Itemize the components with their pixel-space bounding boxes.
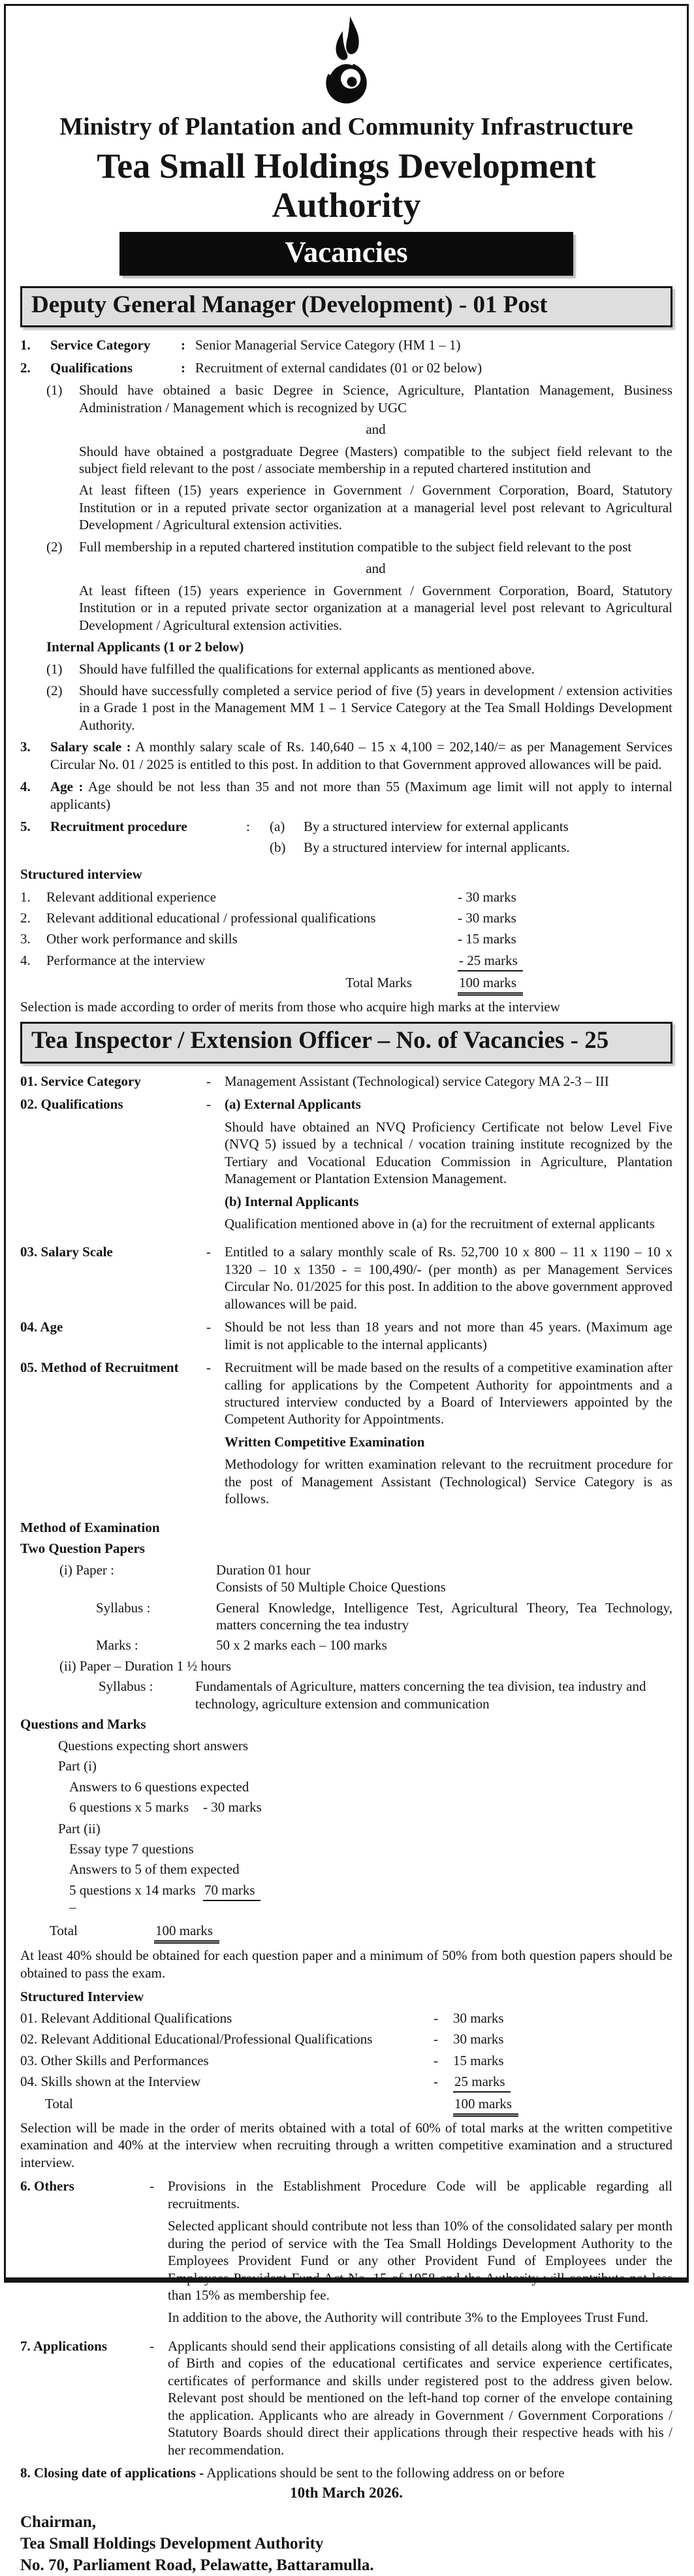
marks1-row — [59, 1637, 672, 1654]
interview-total-row — [20, 974, 672, 991]
field-label: Qualifications — [50, 359, 133, 376]
others-paragraph: In addition to the above, the Authority will contribute 3% to the Employees Trust Fund. — [168, 2309, 649, 2326]
service-category-row — [20, 1073, 672, 1090]
item-label: 04. Skills shown at the Interview — [20, 2073, 201, 2089]
qm-intro: Questions expecting short answers — [58, 1737, 249, 1753]
colon: : — [246, 819, 250, 835]
dash: - — [206, 1360, 211, 1376]
post1-title: Deputy General Manager (Development) - 01 Post — [20, 286, 672, 328]
total-label: Total — [50, 1922, 78, 1938]
paper1-label: (i) Paper : — [59, 1561, 114, 1578]
marks-value: - 30 marks — [458, 889, 516, 905]
item-text: By a structured interview for external applicants — [304, 819, 569, 835]
marks-value: 25 marks — [453, 2073, 672, 2090]
others-paragraph: Selected applicant should contribute not less than 10% of the consolidated salary per month during the period of service with the Tea Small Holdings Development Authority to the Employees Provident Fund or any other Provident Fund of Employees under the Employees Provident Fund Act No. 15 of 1958 and the Authority will contribute not less than 15% as membership fee. — [168, 2218, 672, 2303]
field-label: 6. Others — [20, 2178, 74, 2194]
part2-label: Part (ii) — [58, 1820, 101, 1836]
field-value — [225, 1096, 672, 1237]
internal-applicants-text: Qualification mentioned above in (a) for the recruitment of external applicants — [225, 1215, 655, 1231]
postal-address: No. 70, Parliament Road, Pelawatte, Battaramulla. — [20, 2556, 374, 2575]
interview-mark-row — [20, 2052, 672, 2069]
item-label: Relevant additional experience — [46, 889, 217, 905]
and-connector: and — [366, 561, 386, 577]
field-label: 05. Method of Recruitment — [20, 1360, 179, 1376]
salary-scale-row — [20, 1243, 672, 1312]
field-value — [50, 738, 672, 773]
marks-value: 30 marks — [453, 2031, 504, 2047]
marks-value: - 30 marks — [203, 1799, 262, 1816]
part2-line1: Essay type 7 questions — [69, 1841, 194, 1857]
part2-line2: Answers to 5 of them expected — [69, 1861, 240, 1878]
field-value: Management Assistant (Technological) service Category MA 2-3 – III — [225, 1073, 609, 1089]
post1-body — [20, 336, 672, 1015]
post2-title: Tea Inspector / Extension Officer – No. of Vacancies - 25 — [20, 1022, 672, 1064]
marks-value: - 25 marks — [458, 952, 672, 969]
internal-item-1 — [46, 660, 672, 677]
address-block — [20, 2511, 672, 2576]
organization-name: Tea Small Holdings Development Authority — [20, 2535, 324, 2553]
and-connector: and — [366, 421, 386, 438]
external-applicants-heading: (a) External Applicants — [225, 1096, 361, 1113]
total-label: Total — [45, 2096, 73, 2112]
method-of-examination-heading: Method of Examination — [20, 1519, 160, 1535]
field-label: Salary scale : — [50, 739, 131, 755]
external-applicants-text: Should have obtained an NVQ Proficiency Certificate not below Level Five (NVQ 5) issued by a technical / vocation training institute recognized by the Tertiary and Vocational Education Commission in Agriculture, Plantation Management or Plantation Extension Management. — [225, 1118, 672, 1187]
pass-note: At least 40% should be obtained for each question paper and a minimum of 50% from both question papers should be obtained to pass the exam. — [20, 1948, 672, 1981]
item-text: By a structured interview for internal applicants. — [304, 839, 570, 855]
dash: - — [206, 1244, 211, 1260]
dash: - — [206, 1096, 211, 1113]
salary-scale-row — [20, 738, 672, 773]
item-text: Should have obtained a basic Degree in Science, Agriculture, Plantation Management, Business Administration / Management which is recognized by UGC — [79, 382, 672, 416]
structured-interview-heading: Structured Interview — [20, 1989, 144, 2005]
total-value: 100 marks — [154, 1922, 672, 1939]
item-number: 3. — [20, 931, 31, 947]
part1-label: Part (i) — [58, 1758, 97, 1774]
item-label: Performance at the interview — [46, 952, 206, 968]
selection-note: Selection will be made in the order of merits obtained with a total of 60% of total marks at the written competitive examination and 40% at the interview when recruiting through a written competitive examination and a structured interview. — [20, 2119, 672, 2170]
item-label: 01. Relevant Additional Qualifications — [20, 2010, 232, 2026]
item-number: 4. — [20, 952, 31, 968]
part2-calc-row — [69, 1882, 672, 1916]
item-number: 3. — [20, 739, 31, 755]
applications-row — [20, 2338, 672, 2458]
item-number: (1) — [46, 382, 63, 399]
others-row — [20, 2177, 672, 2332]
marks1-label: Marks : — [96, 1637, 138, 1654]
closing-date-row — [20, 2464, 672, 2481]
external-item-2 — [46, 538, 672, 555]
selection-note: Selection is made according to order of merits from those who acquire high marks at the interview — [20, 998, 560, 1015]
ministry-title: Ministry of Plantation and Community Infrastructure — [59, 113, 633, 140]
vacancies-banner: Vacancies — [119, 232, 573, 276]
item-text: Full membership in a reputed chartered institution compatible to the subject field relevant to the post — [79, 538, 632, 555]
dash: - — [434, 2073, 438, 2089]
dash: - — [434, 2052, 438, 2068]
interview-mark-row — [20, 2073, 672, 2090]
item-number: 4. — [20, 779, 31, 795]
two-question-papers-heading: Two Question Papers — [20, 1541, 145, 1557]
others-paragraph: Provisions in the Establishment Procedure Code will be applicable regarding all recruitments. — [168, 2178, 672, 2211]
interview-total-row — [20, 2095, 672, 2112]
syllabus1-value: General Knowledge, Intelligence Test, Agricultural Theory, Tea Technology, matters concerning the tea industry — [216, 1599, 672, 1633]
recruitment-option-a — [270, 818, 672, 835]
colon: : — [181, 337, 185, 353]
interview-mark-row — [20, 2010, 672, 2027]
paper1-format: Consists of 50 Multiple Choice Questions — [216, 1579, 446, 1595]
item-label: Relevant additional educational / professional qualifications — [46, 909, 376, 926]
paper1-value — [216, 1561, 672, 1596]
item-number: 2. — [20, 359, 31, 376]
dash: - — [434, 2031, 438, 2047]
interview-mark-row — [20, 909, 672, 926]
item-number: 2. — [20, 909, 31, 926]
external-item-2b: At least fifteen (15) years experience in Government / Government Corporation, Board, Statutory Institution or in a reputed private sector organization at a managerial level post relevant to Agricultural Development / Agricultural extension activities. — [79, 582, 672, 633]
interview-mark-row — [20, 2030, 672, 2047]
field-value: Entitled to a salary monthly scale of Rs. 52,700 10 x 800 – 11 x 1190 – 10 x 1320 – 10 x 1350 - = 100,490/- (per month) as per Management Services Circular No. 01/2025 for this post. In addition to the above government approved allowances will be paid. — [225, 1244, 672, 1312]
field-value — [50, 778, 672, 813]
method-text: Recruitment will be made based on the results of a competitive examination after calling for applications by the Competent Authority for appointments and a structured interview conducted by a Board of Interviewers appointed by the Competent Authority for Appointments. — [225, 1360, 672, 1427]
external-item-1 — [46, 382, 672, 416]
item-text: Should have successfully completed a service period of five (5) years in development / extension activities in a Grade 1 post in the Management MM 1 – 1 Service Category at the Tea Small Holdings Development Authority. — [79, 682, 672, 733]
field-text: Applications should be sent to the following address on or before — [206, 2465, 565, 2481]
item-number: 5. — [20, 819, 31, 835]
field-value: Applicants should send their applications consisting of all details along with the Certificate of Birth and copies of the educational certificates and service experience certificates, certificates of performance and skills under registered post to the address given below. Relevant post should be mentioned on the left-hand top corner of the envelope containing the application. Applicants who are already in Government / Government Corporations / Statutory Boards should direct their applications through their respective heads with his / her recommendation. — [168, 2338, 672, 2458]
total-value: 100 marks — [453, 2095, 672, 2112]
questions-and-marks-heading: Questions and Marks — [20, 1716, 146, 1733]
field-value: Recruitment of external candidates (01 or 02 below) — [195, 359, 482, 376]
recruitment-options — [270, 818, 672, 859]
syllabus2-value: Fundamentals of Agriculture, matters concerning the tea division, tea industry and technology, agriculture extension and communication — [195, 1678, 646, 1712]
field-label: 01. Service Category — [20, 1073, 141, 1089]
field-label: Recruitment procedure — [50, 819, 187, 835]
dash: - — [150, 2178, 154, 2194]
item-number: (a) — [270, 819, 285, 835]
syllabus2-label: Syllabus : — [99, 1678, 153, 1695]
field-label: 02. Qualifications — [20, 1096, 123, 1113]
authority-title: Tea Small Holdings Development Authority — [97, 146, 596, 225]
calc-label: 5 questions x 14 marks – — [69, 1882, 196, 1916]
structured-interview-heading: Structured interview — [20, 866, 142, 883]
total-label: Total Marks — [345, 975, 412, 991]
item-label: 03. Other Skills and Performances — [20, 2052, 209, 2068]
item-number: 1. — [20, 889, 31, 905]
tea-flame-logo-icon — [318, 99, 375, 110]
item-number: (2) — [46, 538, 63, 555]
field-value: Should be not less than 18 years and not more than 45 years. (Maximum age limit is not applicable to the internal applicants) — [225, 1319, 672, 1352]
syllabus1-row — [59, 1599, 672, 1634]
notice-page — [4, 4, 689, 2575]
item-text: Should have fulfilled the qualifications for external applicants as mentioned above. — [79, 660, 535, 677]
post2-body — [20, 1073, 672, 2576]
field-value — [225, 1359, 672, 1513]
internal-applicants-heading: (b) Internal Applicants — [225, 1193, 359, 1209]
dash: - — [206, 1319, 211, 1335]
marks-value: - 15 marks — [458, 931, 516, 947]
field-label: 03. Salary Scale — [20, 1244, 113, 1260]
age-row — [20, 1318, 672, 1353]
item-label: 02. Relevant Additional Educational/Professional Qualifications — [20, 2031, 373, 2047]
item-number: (b) — [270, 839, 286, 855]
external-item-1c: At least fifteen (15) years experience in Government / Government Corporation, Board, Statutory Institution or in a reputed private sector organization at a managerial level post relevant to Agricultural Development / Agricultural extension activities. — [79, 482, 672, 533]
age-row — [20, 778, 672, 813]
qualifications-row — [20, 359, 672, 376]
marks-value: 30 marks — [453, 2010, 504, 2026]
written-exam-text: Methodology for written examination relevant to the recruitment procedure for the post of Management Assistant (Technological) Service Category is as follows. — [225, 1456, 672, 1507]
field-value — [168, 2177, 672, 2332]
field-label: Age : — [50, 779, 84, 795]
calc-label: 6 questions x 5 marks — [69, 1799, 189, 1816]
written-exam-heading: Written Competitive Examination — [225, 1433, 425, 1450]
item-number: (2) — [46, 682, 63, 698]
field-text: A monthly salary scale of Rs. 140,640 – 15 x 4,100 = 202,140/= as per Management Services Circular No. 01 / 2025 is entitled to this post. In addition to that Government approved allowances will be paid. — [50, 739, 672, 772]
part1-line1: Answers to 6 questions expected — [69, 1778, 249, 1795]
dash: - — [150, 2338, 154, 2354]
marks-value: 15 marks — [453, 2052, 504, 2068]
header-logo-area — [20, 15, 672, 111]
marks1-value: 50 x 2 marks each – 100 marks — [216, 1637, 387, 1654]
syllabus1-label: Syllabus : — [96, 1599, 151, 1616]
colon: : — [181, 359, 185, 376]
field-label: 04. Age — [20, 1319, 63, 1335]
interview-mark-row — [20, 889, 672, 905]
method-of-recruitment-row — [20, 1359, 672, 1513]
paper2-row: (ii) Paper – Duration 1 ½ hours — [59, 1657, 232, 1674]
closing-date-value: 10th March 2026. — [290, 2484, 403, 2501]
dash: - — [206, 1073, 211, 1089]
marks-value: 70 marks — [203, 1882, 672, 1916]
paper1-duration: Duration 01 hour — [216, 1561, 311, 1578]
item-label: Other work performance and skills — [46, 931, 238, 947]
field-label: 8. Closing date of applications - — [20, 2465, 204, 2481]
recruitment-procedure-row — [20, 818, 672, 859]
part1-calc-row — [69, 1799, 672, 1816]
signatory-title: Chairman, — [20, 2513, 96, 2532]
marks-value: - 30 marks — [458, 909, 516, 926]
internal-item-2 — [46, 682, 672, 734]
field-label: 7. Applications — [20, 2338, 108, 2354]
field-value: Senior Managerial Service Category (HM 1 – 1) — [195, 337, 461, 353]
recruitment-option-b — [270, 839, 672, 856]
interview-mark-row — [20, 930, 672, 947]
paper1-row — [59, 1561, 672, 1596]
qualifications-row — [20, 1096, 672, 1237]
dash: - — [434, 2010, 438, 2026]
field-label: Service Category — [50, 337, 151, 353]
interview-mark-row — [20, 952, 672, 969]
external-item-1b: Should have obtained a postgraduate Degree (Masters) compatible to the subject field relevant to the subject field relevant to the post / associate membership in a reputed chartered institution and — [79, 443, 672, 476]
qm-total-row — [20, 1922, 672, 1939]
total-value: 100 marks — [458, 974, 672, 991]
service-category-row — [20, 336, 672, 353]
item-number: (1) — [46, 660, 63, 677]
field-text: Age should be not less than 35 and not more than 55 (Maximum age limit will not apply to internal applicants) — [50, 779, 672, 812]
syllabus2-row — [99, 1678, 672, 1712]
internal-applicants-heading: Internal Applicants (1 or 2 below) — [46, 639, 244, 655]
item-number: 1. — [20, 337, 31, 353]
